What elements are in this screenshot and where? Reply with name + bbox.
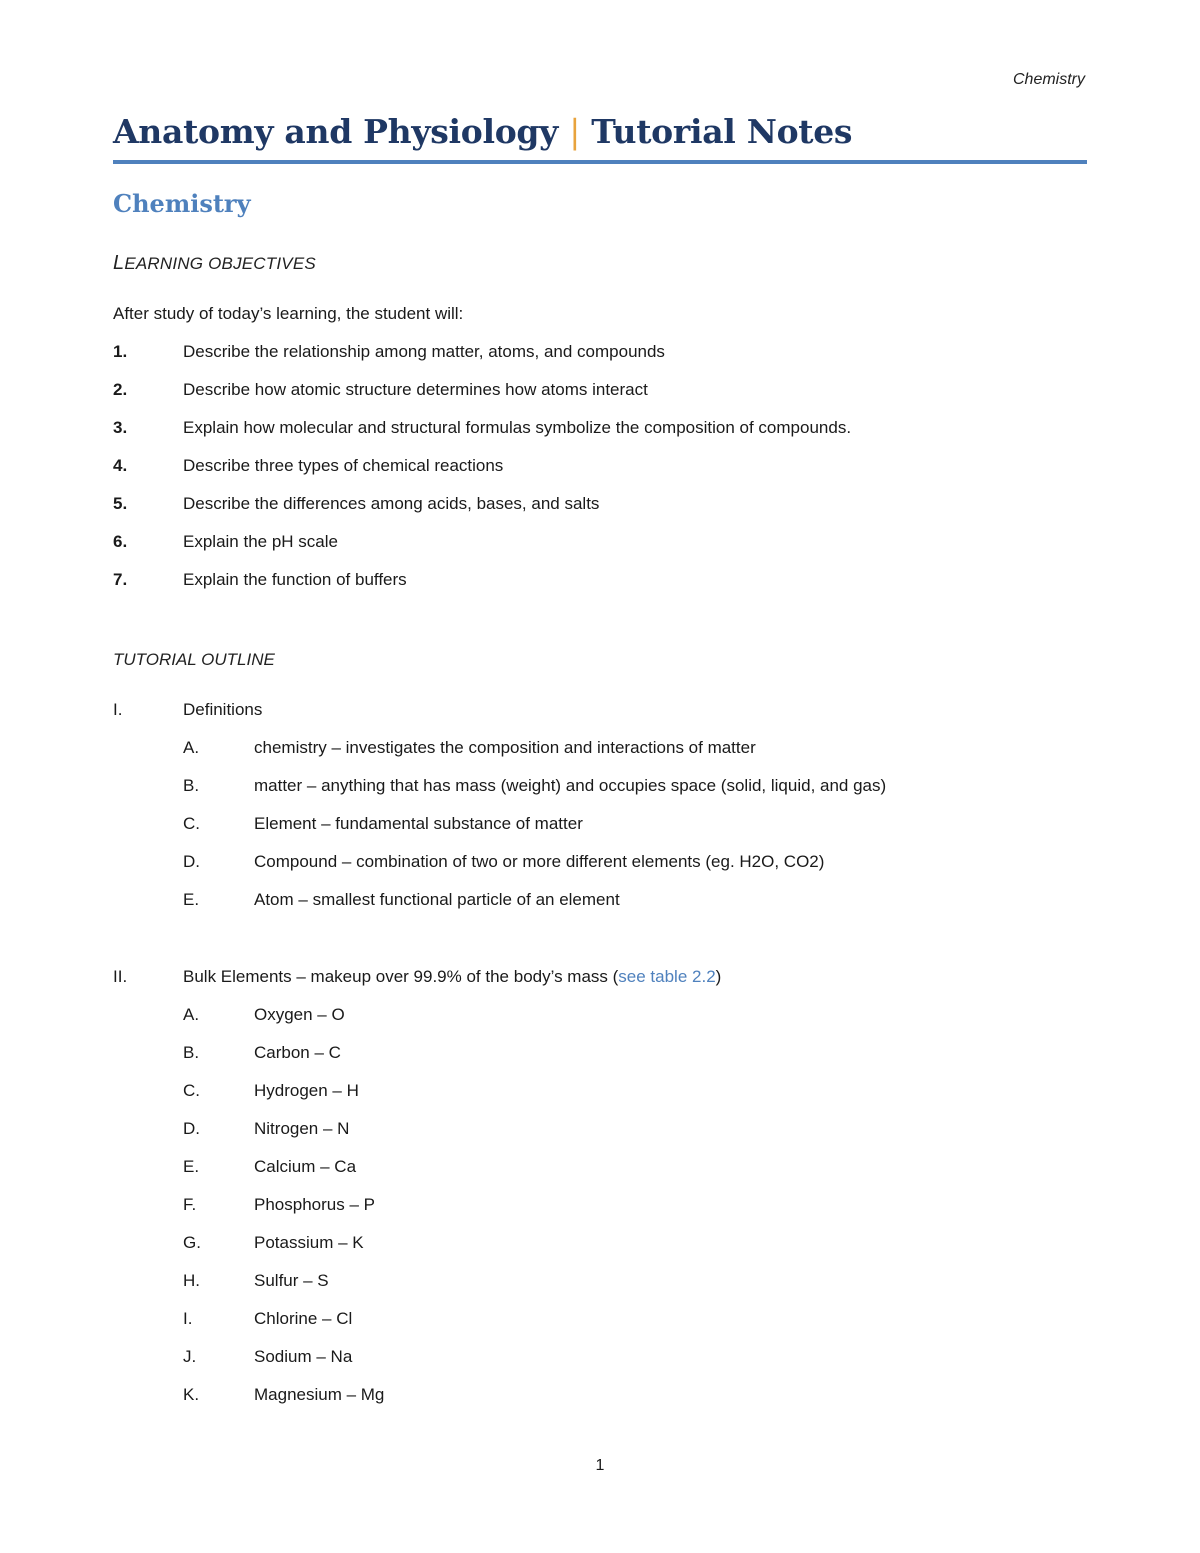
outline-item-letter: B. (183, 776, 200, 795)
title-part2: Tutorial Notes (591, 112, 853, 151)
outline-item-letter: I. (183, 1309, 193, 1328)
outline-item-text: Sodium – Na (254, 1347, 353, 1366)
objective-text: Explain the pH scale (183, 532, 338, 551)
title-part1: Anatomy and Physiology (113, 112, 559, 151)
objective-text: Describe three types of chemical reactions (183, 456, 504, 475)
objectives-heading-initial: L (113, 252, 125, 274)
objective-number: 5. (113, 494, 128, 513)
outline-item-text: Potassium – K (254, 1233, 364, 1252)
outline-item-letter: K. (183, 1385, 200, 1404)
outline-item-letter: B. (183, 1043, 200, 1062)
page-title (113, 112, 852, 151)
outline-item-text: Phosphorus – P (254, 1195, 375, 1214)
objective-text: Explain how molecular and structural formulas symbolize the composition of compounds. (183, 418, 852, 437)
outline-item-text: Compound – combination of two or more different elements (eg. H2O, CO2) (254, 852, 825, 871)
outline-item-text: Sulfur – S (254, 1271, 329, 1290)
objectives-intro: After study of today’s learning, the student will: (113, 304, 464, 323)
section-title-close: ) (715, 967, 722, 986)
objective-number: 3. (113, 418, 128, 437)
section-title-text: Bulk Elements – makeup over 99.9% of the body’s mass ( (183, 967, 619, 986)
objective-text: Describe the relationship among matter, atoms, and compounds (183, 342, 665, 361)
running-header: Chemistry (1012, 71, 1085, 88)
outline-item-text: Carbon – C (254, 1043, 341, 1062)
outline-item-text: chemistry – investigates the composition and interactions of matter (254, 738, 756, 757)
outline-section-title: Definitions (183, 700, 263, 719)
outline-item-text: Chlorine – Cl (254, 1309, 353, 1328)
outline-item-text: Magnesium – Mg (254, 1385, 385, 1404)
objective-number: 6. (113, 532, 128, 551)
title-underline (113, 160, 1087, 164)
outline-item-text: matter – anything that has mass (weight) and occupies space (solid, liquid, and gas) (254, 776, 887, 795)
page-number: 1 (595, 1457, 605, 1474)
outline-item-letter: J. (183, 1347, 197, 1366)
outline-item-letter: D. (183, 852, 200, 871)
outline-heading: TUTORIAL OUTLINE (113, 650, 275, 669)
outline-item-letter: D. (183, 1119, 200, 1138)
objective-text: Describe how atomic structure determines how atoms interact (183, 380, 648, 399)
outline-item-letter: A. (183, 738, 200, 757)
title-separator: | (569, 112, 581, 151)
objective-number: 7. (113, 570, 128, 589)
table-reference-link[interactable]: see table 2.2 (618, 967, 716, 986)
outline-item-letter: G. (183, 1233, 201, 1252)
objective-text: Explain the function of buffers (183, 570, 407, 589)
outline-item-letter: E. (183, 890, 200, 909)
objective-number: 4. (113, 456, 128, 475)
outline-item-text: Atom – smallest functional particle of an element (254, 890, 620, 909)
outline-item-text: Hydrogen – H (254, 1081, 359, 1100)
outline-item-letter: F. (183, 1195, 197, 1214)
outline-item-letter: A. (183, 1005, 200, 1024)
outline-section-number: II. (113, 967, 128, 986)
outline-item-letter: C. (183, 814, 200, 833)
outline-item-text: Calcium – Ca (254, 1157, 357, 1176)
outline-item-letter: E. (183, 1157, 200, 1176)
outline-item-text: Nitrogen – N (254, 1119, 350, 1138)
outline-item-letter: H. (183, 1271, 200, 1290)
outline-section-title (183, 967, 721, 987)
outline-item-letter: C. (183, 1081, 200, 1100)
objectives-heading (113, 252, 316, 275)
objective-number: 2. (113, 380, 128, 399)
objective-number: 1. (113, 342, 128, 361)
outline-item-text: Element – fundamental substance of matter (254, 814, 583, 833)
outline-item-text: Oxygen – O (254, 1005, 345, 1024)
outline-section-number: I. (113, 700, 123, 719)
objective-text: Describe the differences among acids, bases, and salts (183, 494, 600, 513)
section-heading: Chemistry (113, 189, 251, 218)
objectives-heading-rest: EARNING OBJECTIVES (124, 254, 316, 273)
